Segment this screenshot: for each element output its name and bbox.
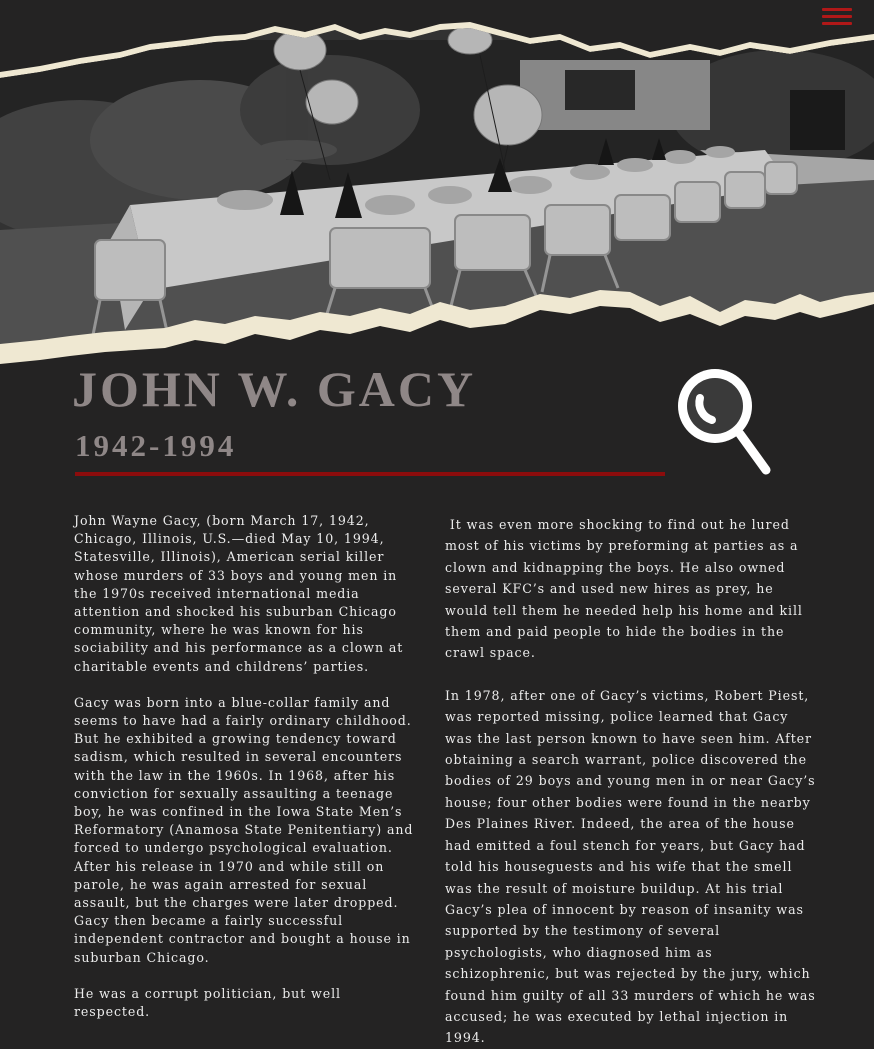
- title-divider: [75, 472, 665, 476]
- hero-image: [0, 0, 874, 370]
- bio-column-left: [74, 512, 419, 1021]
- menu-bar: [822, 15, 852, 18]
- magnifying-glass-icon[interactable]: [672, 360, 782, 480]
- bio-paragraph: In 1978, after one of Gacy’s victims, Robert Piest, was reported missing, police learned that Gacy was the last person known to have seen him. After obtaining a search warrant, police discovered the bodies of 29 boys and young men in or near Gacy’s house; four other bodies were found in the nearby Des Plaines River. Indeed, the area of the house had emitted a foul stench for years, but Gacy had told his houseguests and his wife that the smell was the result of moisture buildup. At his trial Gacy’s plea of innocent by reason of insanity was supported by the testimony of several psychologists, who diagnosed him as schizophrenic, but was rejected by the jury, which found him guilty of all 33 murders of which he was accused; he was executed by lethal injection in 1994.: [445, 687, 816, 1046]
- menu-bar: [822, 22, 852, 25]
- bio-column-right: [445, 514, 820, 1049]
- torn-photo: [0, 0, 874, 370]
- bio-paragraph: It was even more shocking to find out he lured most of his victims by preforming at parties as a clown and kidnapping the boys. He also owned several KFC’s and used new hires as prey, he would tell them he needed help his home and kill them and paid people to hide the bodies in the crawl space.: [445, 517, 808, 661]
- life-years: 1942-1994: [75, 428, 237, 463]
- bio-paragraph: John Wayne Gacy, (born March 17, 1942, Chicago, Illinois, U.S.—died May 10, 1994, Statesville, Illinois), American serial killer whose murders of 33 boys and young men in the 1970s received international media attention and shocked his suburban Chicago community, where he was known for his sociability and his performance as a clown at charitable events and childrens’ parties.: [74, 513, 404, 674]
- menu-bar: [822, 8, 852, 11]
- page-title: JOHN W. GACY: [72, 361, 477, 417]
- bio-paragraph: He was a corrupt politician, but well respected.: [74, 985, 341, 1020]
- bio-paragraph: Gacy was born into a blue-collar family and seems to have had a fairly ordinary childhood. But he exhibited a growing tendency toward sadism, which resulted in several encounters with the law in the 1960s. In 1968, after his conviction for sexually assaulting a teenage boy, he was confined in the Iowa State Men’s Reformatory (Anamosa State Penitentiary) and forced to undergo psychological evaluation. After his release in 1970 and while still on parole, he was again arrested for sexual assault, but the charges were later dropped. Gacy then became a fairly successful independent contractor and bought a house in suburban Chicago.: [74, 694, 414, 965]
- hamburger-menu-icon[interactable]: [822, 8, 852, 30]
